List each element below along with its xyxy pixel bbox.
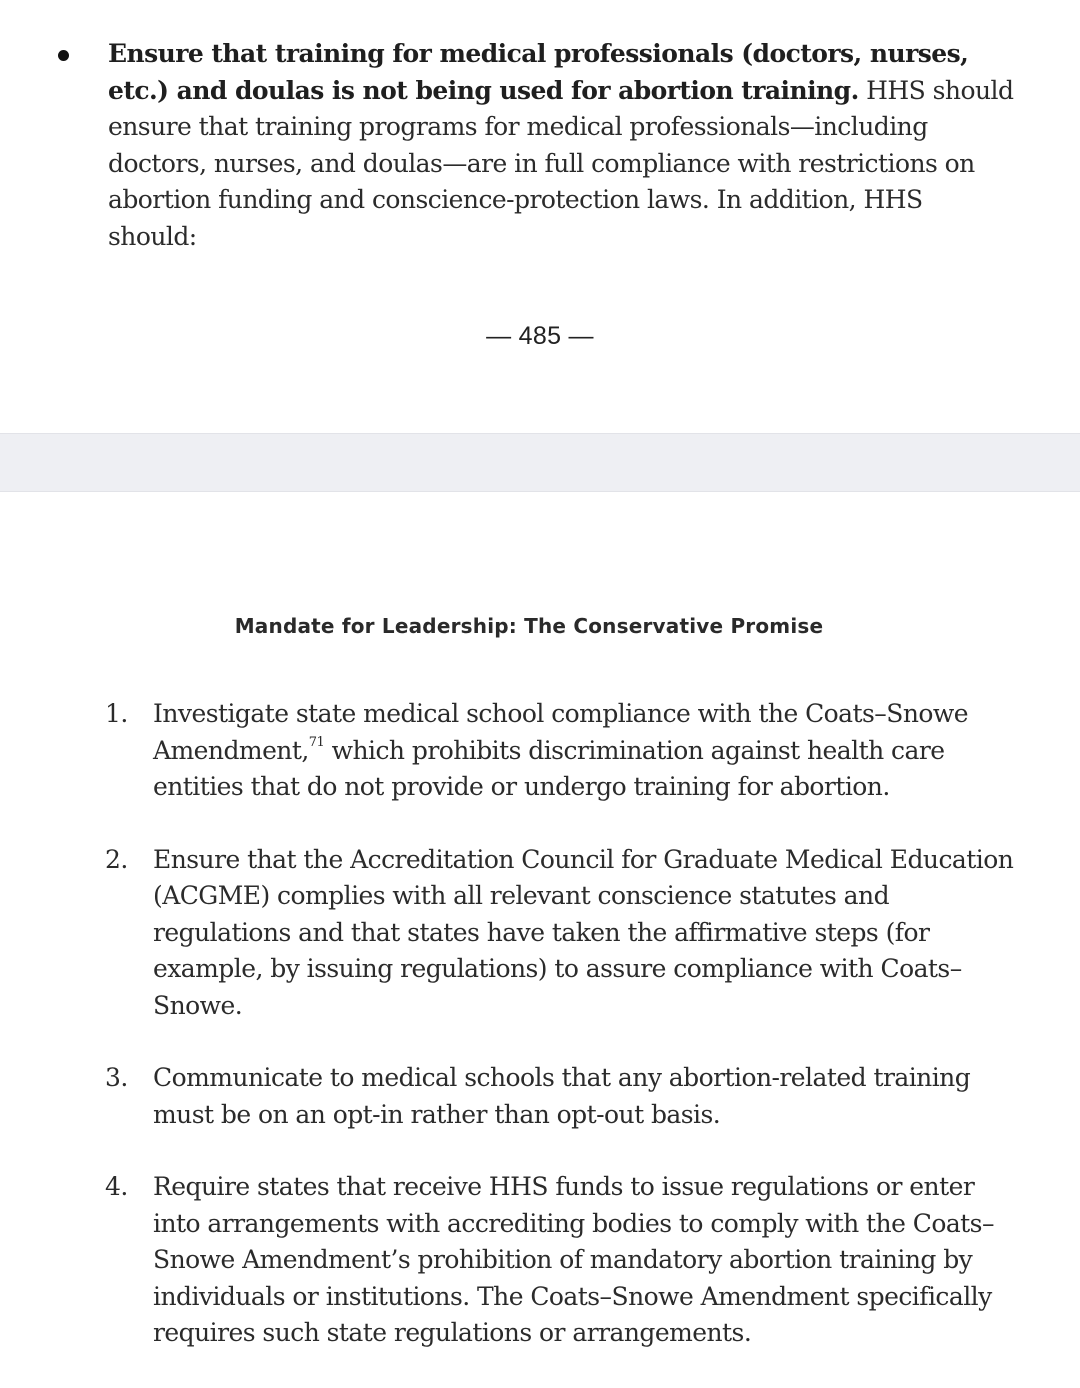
bullet-bold-lead: Ensure that training for medical professionals (doctors, nurses, etc.) and doulas is not being used for abortion training. bbox=[108, 39, 969, 105]
list-item-number: 3. bbox=[105, 1063, 128, 1092]
list-item-number: 1. bbox=[105, 699, 128, 728]
page-485 bbox=[0, 0, 1080, 433]
list-item-2 bbox=[105, 842, 1025, 1025]
running-head: Mandate for Leadership: The Conservative Promise bbox=[234, 614, 824, 638]
list-item-text-part: which prohibits discrimination against health care entities that do not provide or undergo training for abortion. bbox=[153, 735, 945, 801]
page-number: — 485 — bbox=[486, 322, 594, 350]
list-item-text: Communicate to medical schools that any abortion-related training must be on an opt-in rather than opt-out basis. bbox=[153, 1063, 971, 1129]
list-item-number: 2. bbox=[105, 844, 128, 874]
list-item-3 bbox=[105, 1060, 1025, 1133]
bullet-body-text: HHS should ensure that training programs for medical professionals—including doctors, nurses, and doulas—are in full compliance with restrictions on abortion funding and conscience-protection laws. In addition, HHS should: bbox=[108, 75, 1014, 251]
footnote-reference[interactable]: 71 bbox=[308, 735, 325, 751]
numbered-list bbox=[105, 696, 1025, 1388]
page-486 bbox=[0, 492, 1080, 1345]
page-separator bbox=[0, 433, 1080, 492]
list-item-1 bbox=[105, 696, 1025, 806]
list-item-text bbox=[153, 696, 1025, 806]
bullet-paragraph bbox=[108, 36, 1018, 255]
bullet-dot-icon bbox=[58, 50, 69, 61]
list-item-text-part: Investigate state medical school compliance with the Coats–Snowe Amendment, bbox=[153, 699, 968, 765]
list-item-text: Ensure that the Accreditation Council for Graduate Medical Education (ACGME) complies with all relevant conscience statutes and regulations and that states have taken the affirmative steps (for example, by issuing regulations) to assure compliance with Coats–Snowe. bbox=[153, 844, 1014, 1020]
list-item-number: 4. bbox=[105, 1172, 128, 1201]
list-item-text: Require states that receive HHS funds to issue regulations or enter into arrangements with accrediting bodies to comply with the Coats–Snowe Amendment’s prohibition of mandatory abortion training by individuals or institutions. The Coats–Snowe Amendment specifically requires such state regulations or arrangements. bbox=[153, 1172, 994, 1347]
list-item-4 bbox=[105, 1169, 1025, 1352]
